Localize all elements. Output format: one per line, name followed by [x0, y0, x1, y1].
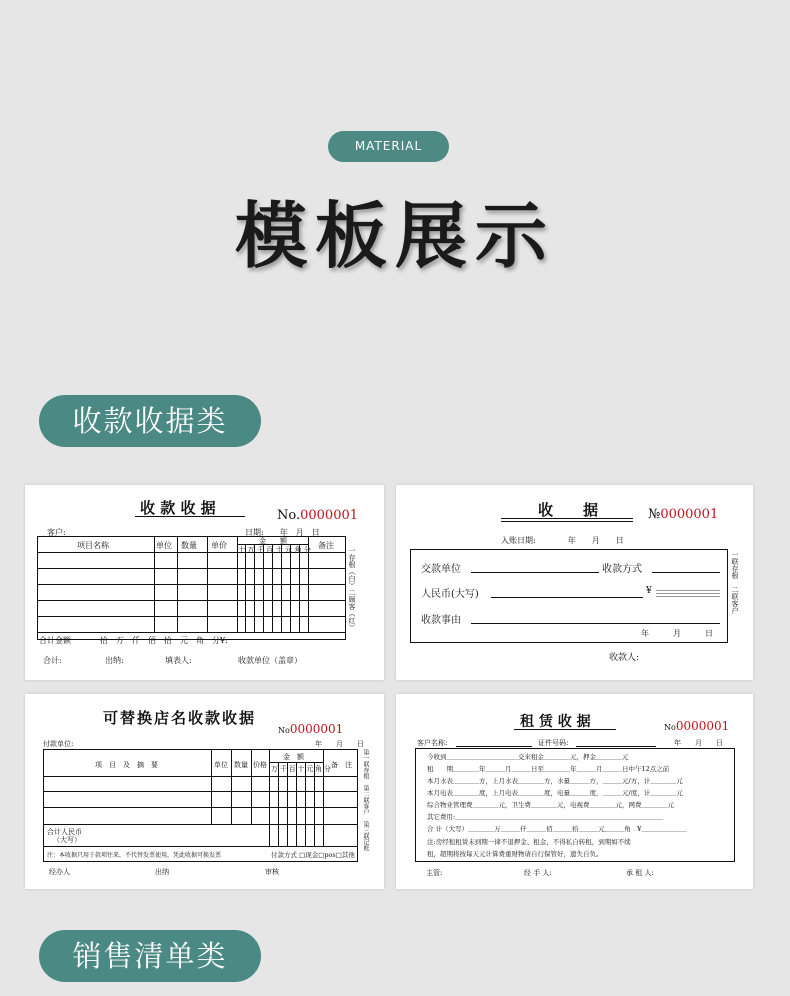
payer-label: 付款单位:	[43, 740, 74, 748]
date-label: 年 月 日	[315, 740, 364, 748]
col-quantity: 数量	[181, 541, 197, 550]
lease-line-other: 其它费用:＿＿＿＿＿＿＿＿＿＿＿＿＿＿＿＿＿＿＿＿＿＿＿＿＿＿＿＿＿＿＿＿	[427, 813, 664, 821]
col-remark: 备注	[318, 541, 334, 550]
amount-digit-headers: 万千百十元角分	[271, 765, 333, 773]
customer-label: 客户:	[47, 528, 66, 537]
receipt-template-card-4[interactable]	[396, 694, 753, 889]
rmb-label: 人民币(大写)	[421, 589, 479, 600]
serial-number: No.0000001	[277, 508, 359, 523]
col-item-name: 项目名称	[77, 541, 109, 550]
pay-method: 付款方式 □现金□pos□其他	[271, 851, 355, 859]
total-label: 合计人民币	[47, 828, 82, 836]
col-amount: 金 额	[283, 753, 304, 761]
payer-label: 交款单位	[421, 564, 461, 575]
page-title: 模板展示	[234, 194, 555, 278]
serial-number: No0000001	[278, 722, 344, 736]
footer-cashier: 出纳:	[105, 656, 124, 665]
col-item-summary: 项 目 及 摘 要	[95, 761, 158, 769]
receipt-template-card-2[interactable]	[396, 485, 753, 680]
col-unit: 单位	[156, 541, 172, 550]
receipt-template-card-3[interactable]	[25, 694, 384, 889]
date-label: 日期: 年 月 日	[245, 528, 320, 537]
footer-manager: 主管:	[426, 869, 443, 877]
receipt-note: 注：本收据只用于款项往来，不代替发票使用，凭此收据可换发票	[47, 852, 222, 859]
box-date: 年 月 日	[641, 629, 713, 638]
copy-note: 一存根（白）二顾客（红）	[348, 547, 356, 631]
amount-digit-headers: 十万千百十元角分	[238, 546, 314, 554]
lease-line-received: 今收到＿＿＿＿＿＿＿＿＿＿＿交来租金＿＿＿＿元，押金＿＿＿＿元	[427, 753, 629, 761]
col-price: 单价	[211, 541, 227, 550]
receipt-template-card-1[interactable]	[25, 485, 384, 680]
material-badge: MATERIAL	[328, 131, 449, 162]
yen-sign: ¥	[646, 586, 652, 596]
entry-date: 入账日期: 年 月 日	[501, 536, 624, 545]
serial-number: No0000001	[664, 719, 730, 733]
lease-line-electric: 本月电表＿＿＿＿度，上月电表＿＿＿＿度，电量＿＿＿度，＿＿＿元/度，计＿＿＿＿元	[427, 789, 683, 797]
footer-cashier: 出纳	[155, 868, 169, 876]
col-quantity: 数量	[234, 761, 248, 769]
date-label: 年 月 日	[674, 739, 723, 747]
col-remark: 备 注	[331, 761, 352, 769]
footer-total: 合计:	[43, 656, 62, 665]
total-units: 拾 万 仟 佰 拾 元 角 分¥:	[100, 636, 228, 645]
total-label: 合计金额	[39, 636, 71, 645]
lease-line-total: 合 计（大写）＿＿＿＿万＿＿＿仟＿＿＿佰＿＿＿拾＿＿＿元＿＿＿角 ¥＿＿＿＿＿＿＿	[427, 825, 687, 833]
footer-filler: 填表人:	[165, 656, 192, 665]
footer-review: 审核	[265, 868, 279, 876]
receipt-title: 收 据	[538, 501, 599, 519]
customer-label: 客户名称:	[417, 739, 448, 747]
lease-line-water: 本月水表＿＿＿＿方，上月水表＿＿＿＿方，水量＿＿＿方，＿＿＿元/方，计＿＿＿＿元	[427, 777, 683, 785]
section-sales-label: 销售清单类	[39, 930, 261, 982]
lease-note-2: 租，超期将按每天元计算费重财物请自行保管好，遗失自负。	[427, 850, 603, 858]
footer-tenant: 承 租 人:	[626, 869, 654, 877]
receipt-title: 收 款 收 据	[140, 499, 216, 517]
footer-handler: 经办人	[49, 868, 70, 876]
reason-label: 收款事由	[421, 615, 461, 626]
copy-note: 一联存根 二联客户	[731, 551, 739, 614]
method-label: 收款方式	[602, 564, 642, 575]
serial-number: №0000001	[648, 507, 719, 522]
section-receipts-label: 收款收据类	[39, 395, 261, 447]
receipt-title: 可替换店名收款收据	[103, 709, 257, 727]
col-amount: 金 额	[259, 537, 287, 545]
lease-line-fees: 综合物业管理费＿＿＿＿元，卫生费＿＿＿＿元，电视费＿＿＿＿元，网费＿＿＿＿元	[427, 801, 674, 809]
total-label-sub: （大写）	[53, 836, 81, 844]
id-label: 证件号码:	[538, 739, 569, 747]
receipt-title: 租 赁 收 据	[520, 714, 591, 730]
col-unit: 单位	[214, 761, 228, 769]
footer-handler: 经 手 人:	[524, 869, 552, 877]
footer-stamp: 收款单位（盖章）	[238, 656, 302, 665]
copy-note: 第一联存根 第二联客户 第三联记账	[362, 749, 369, 851]
lease-note-1: 注:房经租租赁未到期一律不退押金、租金，不得私自转租，到期如不续	[427, 838, 631, 846]
receiver-label: 收款人:	[609, 653, 640, 663]
col-price: 价格	[253, 761, 267, 769]
lease-line-period: 租 期＿＿＿＿年＿＿＿月＿＿＿日至＿＿＿＿年＿＿＿月＿＿＿日中午12点之前	[427, 765, 670, 773]
